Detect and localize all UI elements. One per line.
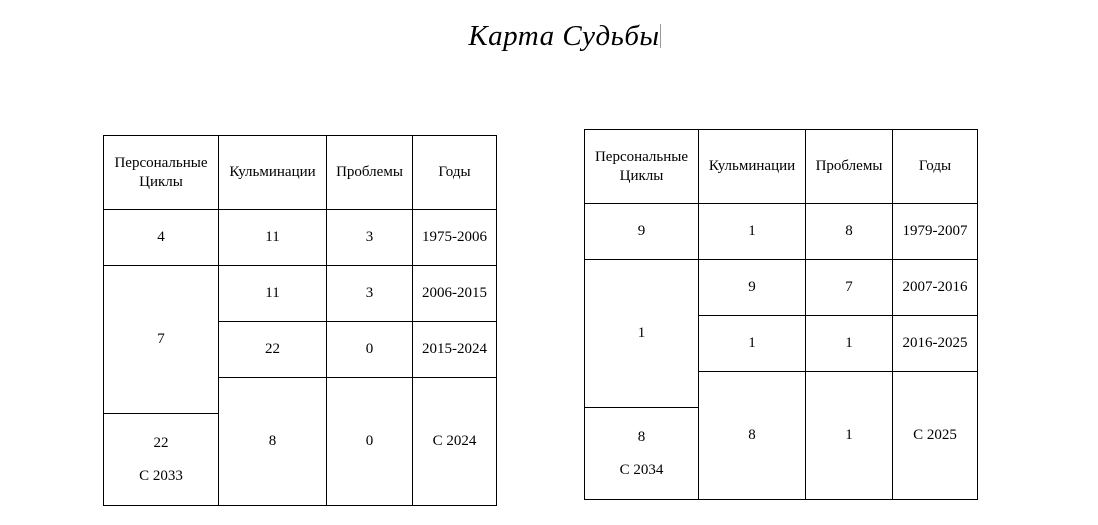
table-cell-years: 2007-2016 — [893, 260, 977, 316]
table-cell-problem: 3 — [327, 266, 413, 322]
table-cell-culmination: 1 — [699, 204, 806, 260]
table-cell-problem: 0 — [327, 322, 413, 378]
table-cell-years: С 2025 — [913, 427, 957, 443]
table-cell-cycle — [585, 408, 699, 499]
table-cell-cycle: 4 — [104, 210, 219, 266]
cycle-start: С 2034 — [619, 461, 664, 478]
table-cell-problem: 3 — [327, 210, 413, 266]
cycle-value: 8 — [637, 428, 646, 445]
cycle-value: 22 — [153, 434, 169, 451]
text-cursor — [660, 24, 661, 48]
header-culminations: Кульминации — [699, 130, 806, 204]
table-cell-years: 1979-2007 — [893, 204, 977, 260]
table-cell-cycle: 9 — [585, 204, 699, 260]
table-cell-cycle — [104, 414, 219, 505]
table-cell-cycle: 7 — [104, 266, 219, 414]
table-cell-culmination: 11 — [219, 266, 327, 322]
header-personal-line2: Циклы — [139, 173, 183, 190]
header-problems: Проблемы — [806, 130, 893, 204]
cycle-start: С 2033 — [139, 467, 183, 484]
table-cell-problem: 1 — [806, 316, 893, 372]
table-cell-culmination: 9 — [699, 260, 806, 316]
header-years: Годы — [893, 130, 977, 204]
table-cell-years: 2016-2025 — [893, 316, 977, 372]
page-title: Карта Судьбы — [468, 20, 660, 52]
table-cell-cycle: 1 — [585, 260, 699, 408]
header-personal-line1: Персональные — [114, 154, 208, 171]
header-personal-cycles — [585, 130, 699, 204]
table-cell-culmination: 22 — [219, 322, 327, 378]
table-cell-culmination: 8 — [219, 378, 327, 505]
table-cell-years: 2015-2024 — [413, 322, 496, 378]
table-cell-problem: 0 — [327, 378, 413, 505]
table-cell-years: С 2024 — [432, 433, 477, 449]
table-cell-culmination: 1 — [699, 316, 806, 372]
table-cell-problem: 1 — [806, 372, 893, 499]
header-culminations: Кульминации — [219, 136, 327, 210]
table-cell-culmination: 11 — [219, 210, 327, 266]
header-years: Годы — [413, 136, 496, 210]
header-personal-line2: Циклы — [619, 167, 664, 184]
destiny-table-left — [103, 135, 497, 506]
table-cell-years: 1975-2006 — [413, 210, 496, 266]
header-personal-cycles — [104, 136, 219, 210]
table-cell-problem: 7 — [806, 260, 893, 316]
table-cell-culmination: 8 — [699, 372, 806, 499]
header-problems: Проблемы — [327, 136, 413, 210]
header-personal-line1: Персональные — [594, 148, 689, 165]
destiny-table-right — [584, 129, 978, 500]
table-cell-problem: 8 — [806, 204, 893, 260]
table-cell-years: 2006-2015 — [413, 266, 496, 322]
